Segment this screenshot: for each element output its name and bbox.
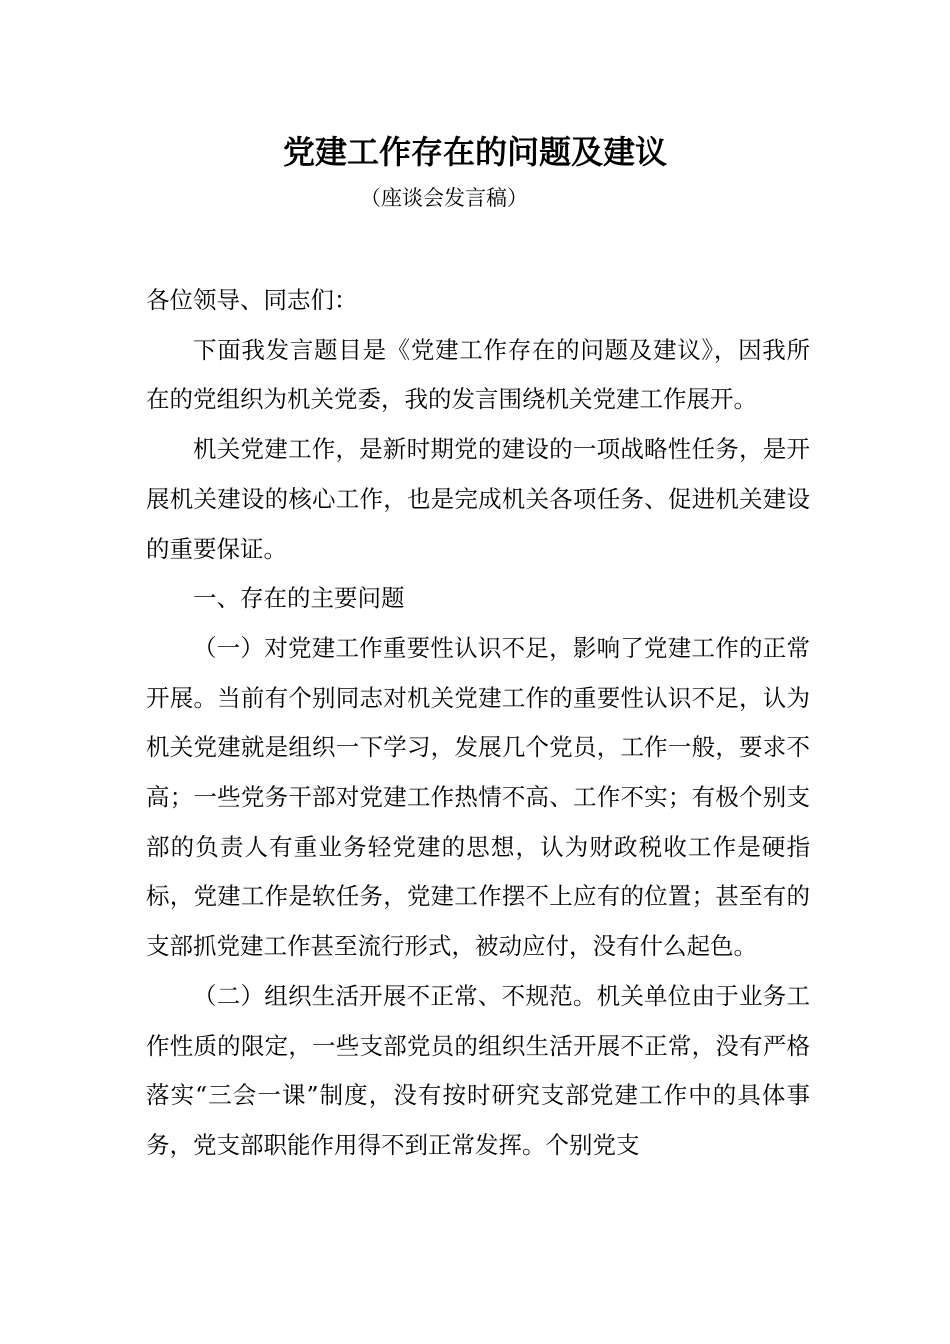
document-body: [146, 276, 810, 1171]
paragraph-problem-2: （二）组织生活开展不正常、不规范。机关单位由于业务工作性质的限定，一些支部党员的组织生活开展不正常，没有严格落实“三会一课”制度，没有按时研究支部党建工作中的具体事务，党支部职能作用得不到正常发挥。个别党支: [146, 981, 810, 1159]
paragraph-problem-1: （一）对党建工作重要性认识不足，影响了党建工作的正常开展。当前有个别同志对机关党建工作的重要性认识不足，认为机关党建就是组织一下学习，发展几个党员，工作一般，要求不高；一些党务干部对党建工作热情不高、工作不实；有极个别支部的负责人有重业务轻党建的思想，认为财政税收工作是硬指标，党建工作是软任务，党建工作摆不上应有的位置；甚至有的支部抓党建工作甚至流行形式，被动应付，没有什么起色。: [146, 633, 810, 961]
document-title: 党建工作存在的问题及建议: [282, 133, 667, 171]
paragraph-intro: 下面我发言题目是《党建工作存在的问题及建议》，因我所在的党组织为机关党委，我的发言围绕机关党建工作展开。: [146, 335, 810, 414]
document-subtitle: （座谈会发言稿）: [360, 186, 528, 210]
salutation: 各位领导、同志们：: [146, 286, 358, 314]
section-heading-problems: 一、存在的主要问题: [193, 584, 405, 613]
paragraph-importance: 机关党建工作，是新时期党的建设的一项战略性任务，是开展机关建设的核心工作，也是完成机关各项任务、促进机关建设的重要保证。: [146, 435, 810, 563]
